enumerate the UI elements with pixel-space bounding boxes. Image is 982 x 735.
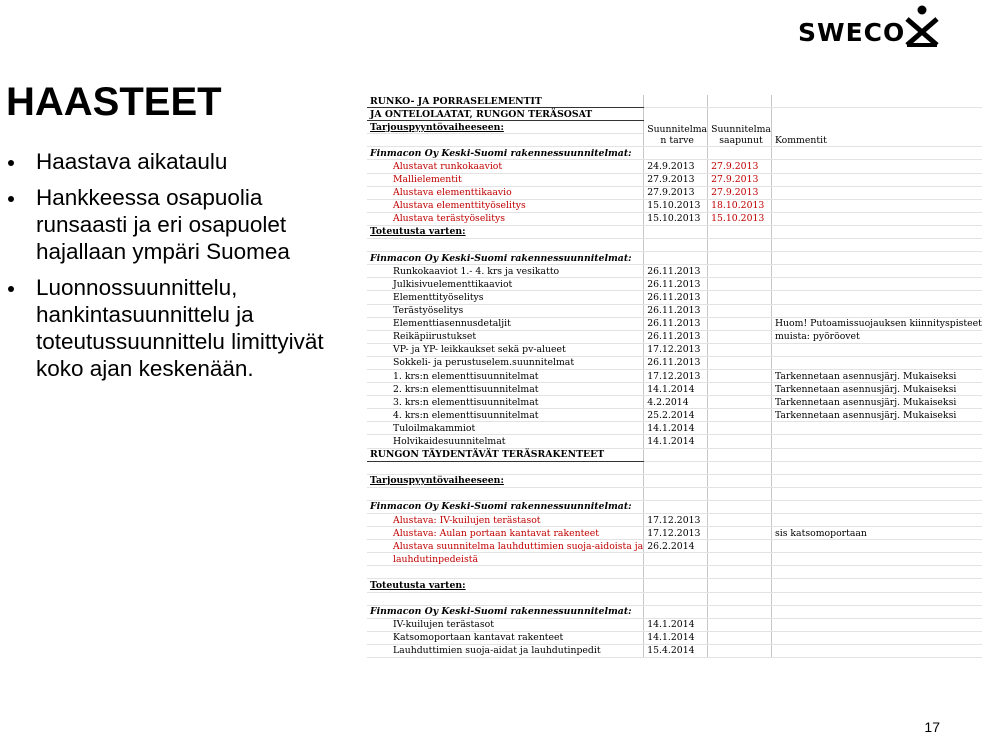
group-heading: Finmacon Oy Keski-Suomi rakennessuunnitelmat: (367, 500, 644, 513)
empty-cell (367, 566, 644, 579)
sheet-row (367, 592, 982, 605)
task-name: 3. krs:n elementtisuunnitelmat (367, 396, 644, 409)
empty-cell (644, 500, 708, 513)
sheet-row (367, 304, 982, 317)
group-heading: Tarjouspyyntövaiheeseen: (367, 474, 644, 487)
date-needed: 17.12.2013 (644, 369, 708, 382)
task-name: Reikäpiirustukset (367, 330, 644, 343)
sheet-row (367, 212, 982, 225)
date-needed: 26.11.2013 (644, 356, 708, 369)
sheet-row (367, 553, 982, 566)
task-name: VP- ja YP- leikkaukset sekä pv-alueet (367, 343, 644, 356)
bullet-text: Hankkeessa osapuolia runsaasti ja eri osapuolet hajallaan ympäri Suomea (36, 185, 290, 264)
sheet-row (367, 474, 982, 487)
date-needed: 26.11.2013 (644, 265, 708, 278)
empty-cell (708, 461, 772, 474)
empty-cell (708, 252, 772, 265)
date-received (708, 631, 772, 644)
date-needed: 26.11.2013 (644, 330, 708, 343)
date-needed: 26.11.2013 (644, 317, 708, 330)
date-received: 18.10.2013 (708, 199, 772, 212)
sheet-row (367, 618, 982, 631)
date-received (708, 618, 772, 631)
date-needed: 14.1.2014 (644, 435, 708, 448)
empty-cell (644, 592, 708, 605)
comment (771, 514, 981, 527)
comment (771, 422, 981, 435)
section-heading: RUNKO- JA PORRASELEMENTIT (367, 95, 644, 108)
bullet-text: Haastava aikataulu (36, 149, 228, 174)
empty-cell (708, 448, 772, 461)
date-needed: 26.11.2013 (644, 304, 708, 317)
comment: Tarkennetaan asennusjärj. Mukaiseksi (771, 409, 981, 422)
bullet-item (8, 274, 353, 382)
comment: Tarkennetaan asennusjärj. Mukaiseksi (771, 369, 981, 382)
task-name: Alustava elementtikaavio (367, 186, 644, 199)
empty-cell (708, 592, 772, 605)
sheet-row (367, 435, 982, 448)
comment (771, 540, 981, 553)
date-received: 27.9.2013 (708, 173, 772, 186)
empty-cell (771, 448, 981, 461)
group-heading: Finmacon Oy Keski-Suomi rakennessuunnitelmat: (367, 605, 644, 618)
empty-cell (708, 500, 772, 513)
empty-cell (771, 500, 981, 513)
task-name: Tuloilmakammiot (367, 422, 644, 435)
task-name: Alustava: IV-kuilujen terästasot (367, 514, 644, 527)
task-name: Terästyöselitys (367, 304, 644, 317)
task-name: 4. krs:n elementtisuunnitelmat (367, 409, 644, 422)
group-heading: Toteutusta varten: (367, 579, 644, 592)
empty-cell (771, 592, 981, 605)
empty-cell (367, 134, 644, 147)
sheet-row (367, 605, 982, 618)
task-name: Katsomoportaan kantavat rakenteet (367, 631, 644, 644)
sheet-row (367, 265, 982, 278)
section-heading: JA ONTELOLAATAT, RUNGON TERÄSOSAT (367, 108, 644, 121)
sheet-row (367, 291, 982, 304)
sheet-row (367, 448, 982, 461)
comment: muista: pyöröovet (771, 330, 981, 343)
date-received (708, 396, 772, 409)
sheet-row (367, 186, 982, 199)
comment (771, 304, 981, 317)
empty-cell (644, 605, 708, 618)
sheet-row (367, 173, 982, 186)
comment (771, 160, 981, 173)
sheet-row (367, 540, 982, 553)
date-received (708, 409, 772, 422)
task-name: 1. krs:n elementtisuunnitelmat (367, 369, 644, 382)
comment (771, 631, 981, 644)
task-name: Alustava suunnitelma lauhduttimien suoja-aidoista ja (367, 540, 644, 553)
sheet-row (367, 566, 982, 579)
sheet-row (367, 108, 982, 121)
bullet-dot-icon (8, 160, 14, 166)
empty-cell (771, 474, 981, 487)
empty-cell (644, 566, 708, 579)
comment (771, 186, 981, 199)
comment (771, 356, 981, 369)
empty-cell (708, 147, 772, 160)
date-received (708, 304, 772, 317)
sheet-row (367, 579, 982, 592)
empty-cell (771, 147, 981, 160)
date-needed: 15.4.2014 (644, 644, 708, 657)
sheet-row (367, 343, 982, 356)
date-needed: 17.12.2013 (644, 514, 708, 527)
date-received (708, 356, 772, 369)
empty-cell (771, 225, 981, 238)
empty-cell (644, 147, 708, 160)
sheet-row (367, 239, 982, 252)
date-needed: 27.9.2013 (644, 186, 708, 199)
task-name: Elementtityöselitys (367, 291, 644, 304)
page-number: 17 (924, 719, 940, 735)
sheet-row (367, 409, 982, 422)
sheet-row (367, 514, 982, 527)
sweco-figure-icon (904, 4, 940, 48)
date-received (708, 343, 772, 356)
group-heading: Toteutusta varten: (367, 225, 644, 238)
date-received: 27.9.2013 (708, 160, 772, 173)
empty-cell (367, 239, 644, 252)
comment: sis katsomoportaan (771, 527, 981, 540)
comment (771, 343, 981, 356)
sheet-row (367, 330, 982, 343)
sheet-row (367, 500, 982, 513)
sheet-row (367, 95, 982, 108)
task-name: Alustava: Aulan portaan kantavat rakenteet (367, 527, 644, 540)
comment (771, 199, 981, 212)
schedule-spreadsheet (367, 95, 982, 670)
empty-cell (367, 487, 644, 500)
comment (771, 291, 981, 304)
date-received (708, 317, 772, 330)
empty-cell (644, 225, 708, 238)
task-name: Alustavat runkokaaviot (367, 160, 644, 173)
task-name: Lauhduttimien suoja-aidat ja lauhdutinpedit (367, 644, 644, 657)
comment (771, 618, 981, 631)
sheet-row (367, 356, 982, 369)
sheet-row (367, 160, 982, 173)
empty-cell (708, 474, 772, 487)
comment (771, 212, 981, 225)
sheet-row (367, 225, 982, 238)
comment (771, 173, 981, 186)
sheet-row (367, 422, 982, 435)
task-name: Elementtiasennusdetaljit (367, 317, 644, 330)
sheet-row (367, 527, 982, 540)
comment (771, 265, 981, 278)
bullet-text: Luonnossuunnittelu, hankintasuunnittelu ja toteutussuunnittelu limittyivät koko ajan keskenään. (36, 275, 324, 381)
date-needed (644, 553, 708, 566)
bullet-dot-icon (8, 286, 14, 292)
bullet-item (8, 148, 353, 175)
empty-cell (771, 461, 981, 474)
empty-cell (644, 487, 708, 500)
comment (771, 644, 981, 657)
empty-cell (708, 239, 772, 252)
sheet-row (367, 396, 982, 409)
date-needed: 15.10.2013 (644, 212, 708, 225)
date-received (708, 527, 772, 540)
empty-cell (644, 579, 708, 592)
task-name: Sokkeli- ja perustuselem.suunnitelmat (367, 356, 644, 369)
empty-cell (367, 592, 644, 605)
sweco-logo (798, 4, 943, 50)
date-needed: 27.9.2013 (644, 173, 708, 186)
column-header-needed: Suunnitelma n tarve (644, 108, 708, 147)
task-name: Mallielementit (367, 173, 644, 186)
date-needed: 25.2.2014 (644, 409, 708, 422)
date-needed: 14.1.2014 (644, 631, 708, 644)
comment (771, 435, 981, 448)
group-heading: Finmacon Oy Keski-Suomi rakennessuunnitelmat: (367, 252, 644, 265)
empty-cell (367, 461, 644, 474)
bullet-item (8, 184, 353, 265)
date-received (708, 291, 772, 304)
date-received (708, 422, 772, 435)
date-needed: 14.1.2014 (644, 422, 708, 435)
task-name: Alustava terästyöselitys (367, 212, 644, 225)
comment (771, 553, 981, 566)
date-received: 15.10.2013 (708, 212, 772, 225)
task-name: IV-kuilujen terästasot (367, 618, 644, 631)
date-received (708, 383, 772, 396)
task-name: Runkokaaviot 1.- 4. krs ja vesikatto (367, 265, 644, 278)
empty-cell (771, 239, 981, 252)
empty-cell (708, 95, 772, 108)
slide-title: HAASTEET (6, 80, 222, 124)
date-needed: 14.1.2014 (644, 383, 708, 396)
task-name: Holvikaidesuunnitelmat (367, 435, 644, 448)
empty-cell (708, 225, 772, 238)
group-heading: Finmacon Oy Keski-Suomi rakennessuunnitelmat: (367, 147, 644, 160)
comment: Tarkennetaan asennusjärj. Mukaiseksi (771, 383, 981, 396)
empty-cell (644, 252, 708, 265)
empty-cell (644, 461, 708, 474)
date-needed: 14.1.2014 (644, 618, 708, 631)
sheet-row (367, 252, 982, 265)
comment: Huom! Putoamissuojauksen kiinnityspisteet (771, 317, 981, 330)
comment (771, 278, 981, 291)
sheet-row (367, 317, 982, 330)
empty-cell (771, 605, 981, 618)
sheet-row (367, 383, 982, 396)
schedule-table (367, 95, 982, 658)
date-needed: 4.2.2014 (644, 396, 708, 409)
date-needed: 26.11.2013 (644, 278, 708, 291)
task-name: lauhdutinpedeistä (367, 553, 644, 566)
task-name: Alustava elementtityöselitys (367, 199, 644, 212)
sheet-row (367, 487, 982, 500)
date-received (708, 265, 772, 278)
sheet-row (367, 369, 982, 382)
empty-cell (771, 566, 981, 579)
comment: Tarkennetaan asennusjärj. Mukaiseksi (771, 396, 981, 409)
date-needed: 15.10.2013 (644, 199, 708, 212)
empty-cell (708, 605, 772, 618)
section-heading: RUNGON TÄYDENTÄVÄT TERÄSRAKENTEET (367, 448, 644, 461)
empty-cell (708, 579, 772, 592)
bullet-list (8, 148, 353, 391)
date-received (708, 553, 772, 566)
empty-cell (644, 239, 708, 252)
date-received (708, 540, 772, 553)
date-needed: 26.11.2013 (644, 291, 708, 304)
date-received (708, 644, 772, 657)
empty-cell (771, 95, 981, 108)
date-received (708, 435, 772, 448)
empty-cell (771, 579, 981, 592)
empty-cell (644, 448, 708, 461)
empty-cell (644, 95, 708, 108)
task-name: Julkisivuelementtikaaviot (367, 278, 644, 291)
date-received (708, 330, 772, 343)
date-received (708, 369, 772, 382)
empty-cell (708, 487, 772, 500)
bullet-dot-icon (8, 196, 14, 202)
sheet-row (367, 278, 982, 291)
column-header-received: Suunnitelma saapunut (708, 108, 772, 147)
sheet-row (367, 461, 982, 474)
date-needed: 24.9.2013 (644, 160, 708, 173)
date-needed: 17.12.2013 (644, 527, 708, 540)
empty-cell (771, 487, 981, 500)
sheet-row (367, 631, 982, 644)
date-needed: 26.2.2014 (644, 540, 708, 553)
date-received (708, 278, 772, 291)
date-needed: 17.12.2013 (644, 343, 708, 356)
sheet-row (367, 199, 982, 212)
sheet-row (367, 147, 982, 160)
empty-cell (771, 252, 981, 265)
sheet-row (367, 644, 982, 657)
task-name: 2. krs:n elementtisuunnitelmat (367, 383, 644, 396)
date-received: 27.9.2013 (708, 186, 772, 199)
logo-text: SWECO (798, 18, 906, 47)
empty-cell (708, 566, 772, 579)
column-header-comments: Kommentit (771, 108, 981, 147)
group-heading: Tarjouspyyntövaiheeseen: (367, 121, 644, 134)
date-received (708, 514, 772, 527)
empty-cell (644, 474, 708, 487)
